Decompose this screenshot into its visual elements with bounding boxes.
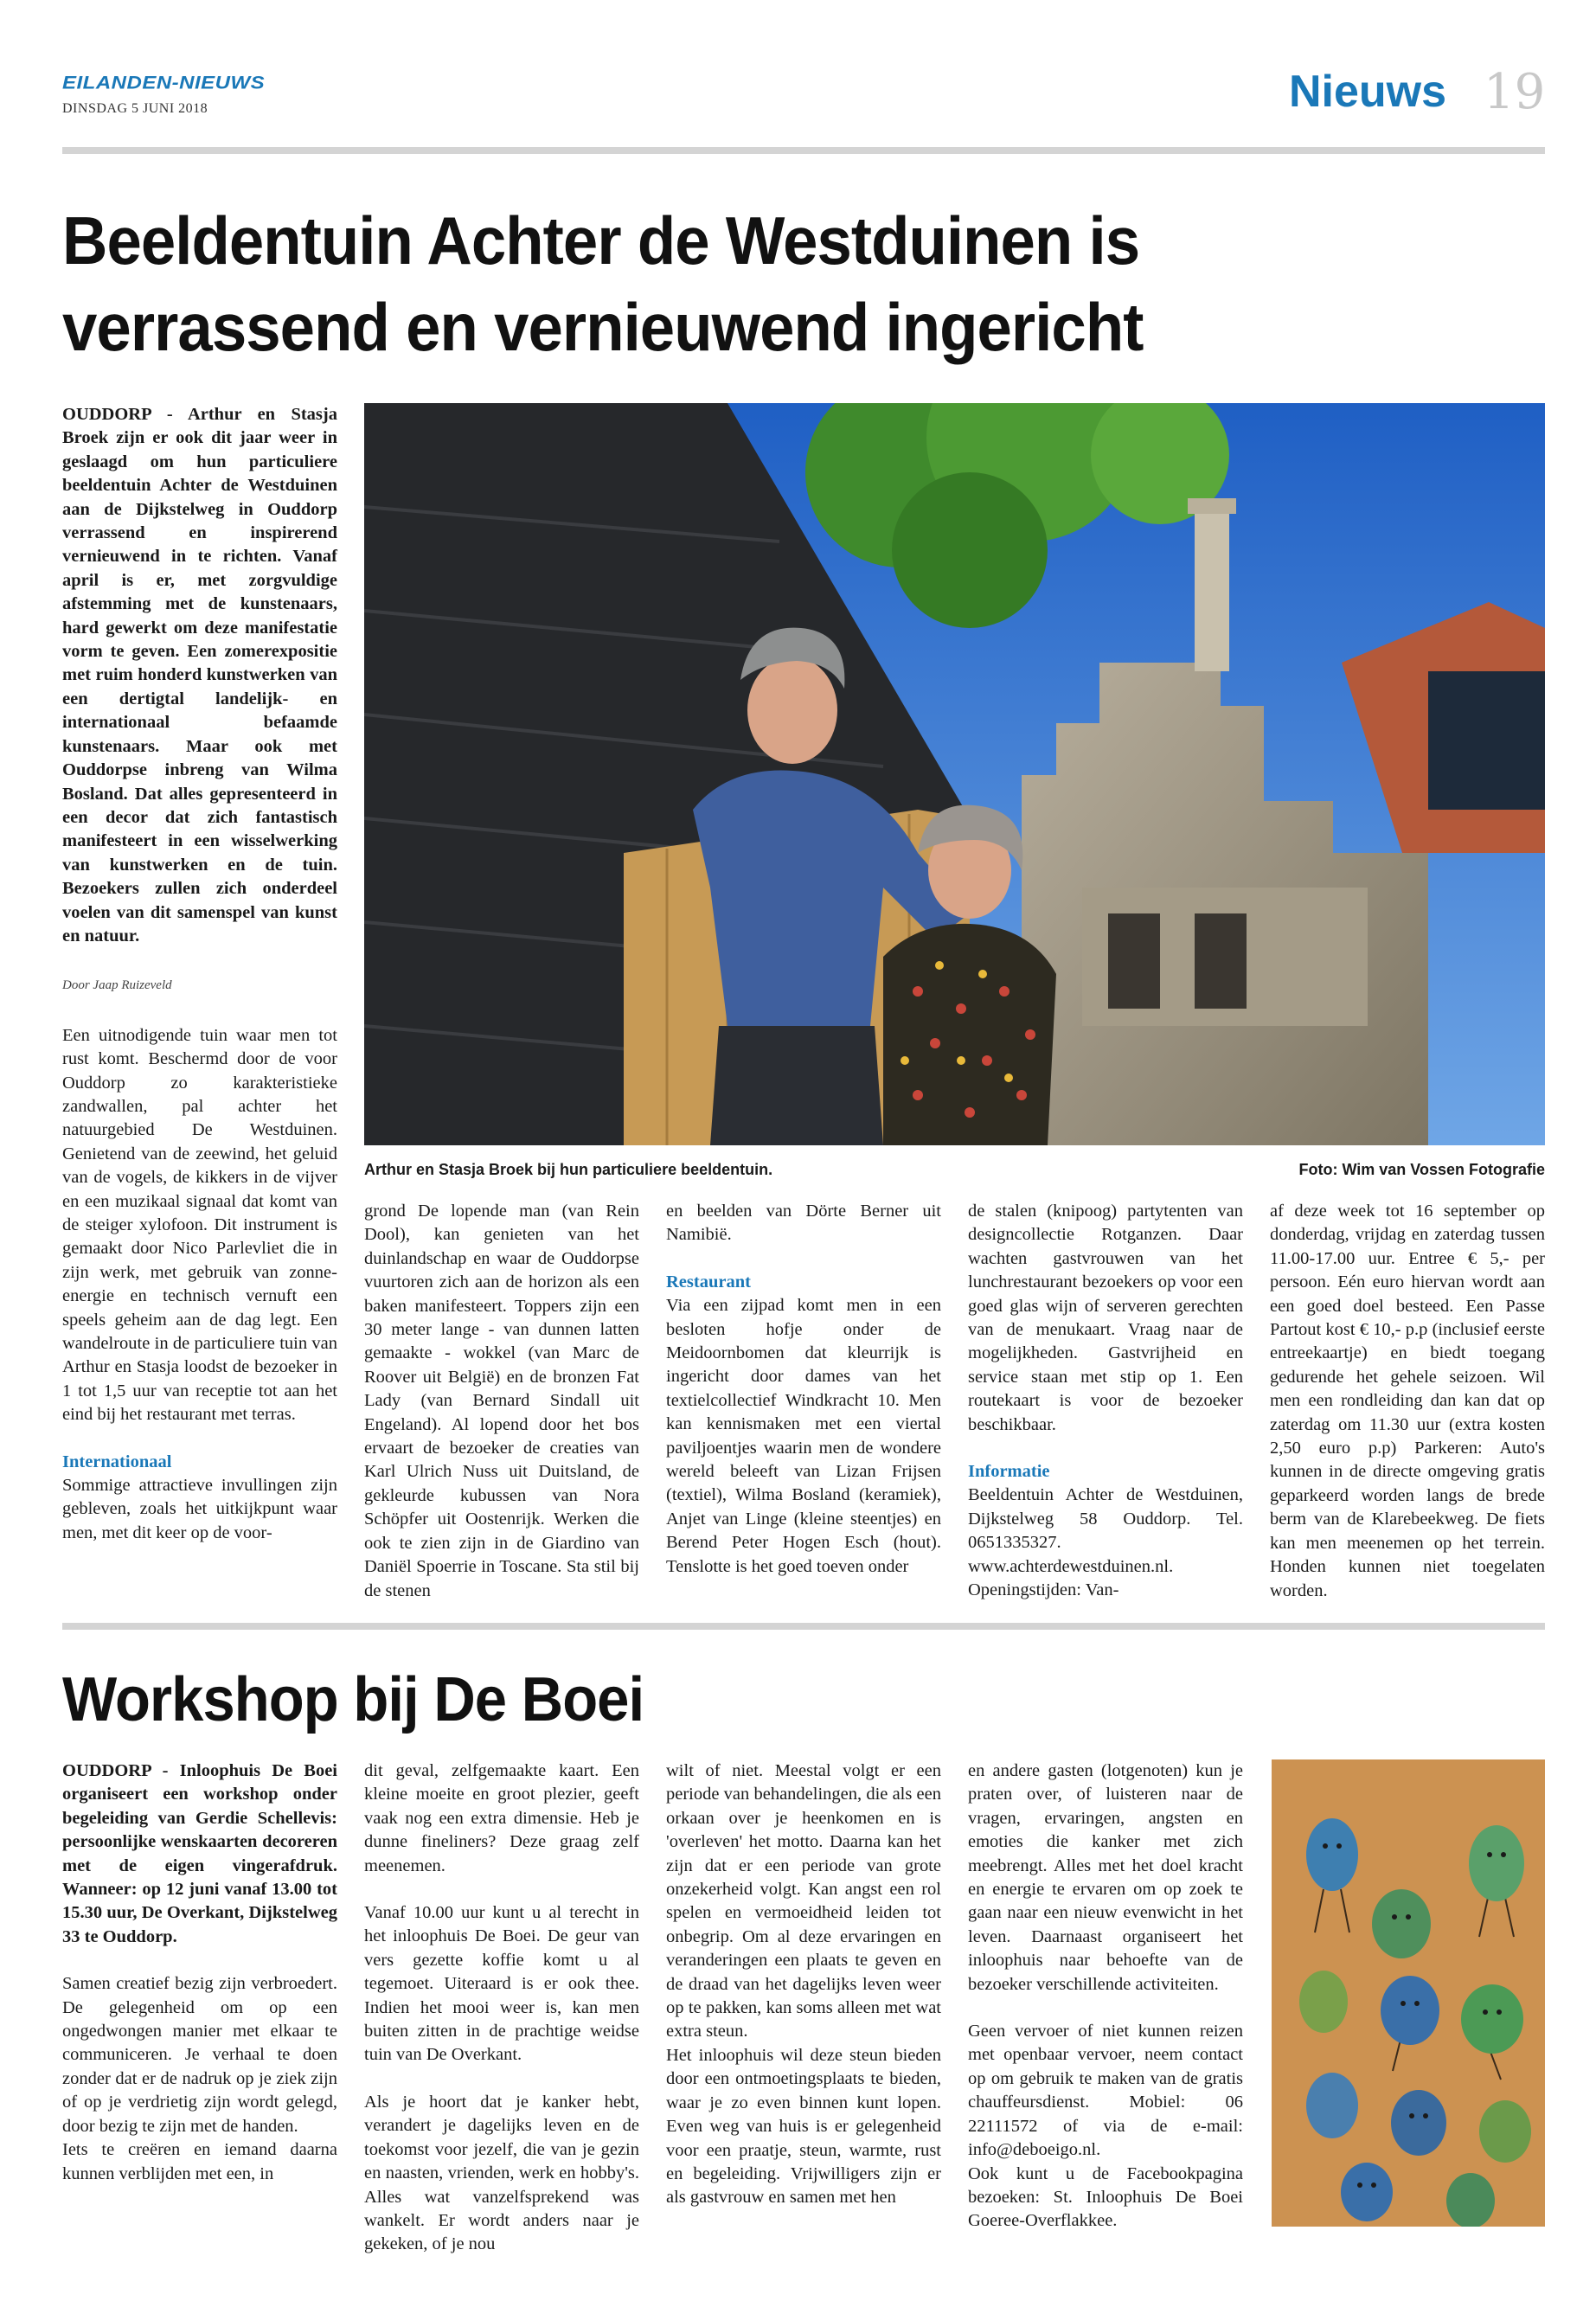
article2-body-4c: Ook kunt u de Facebookpagina bezoeken: St. Inloophuis De Boei Goeree-Overflakkee. xyxy=(968,2163,1243,2231)
photo-caption: Arthur en Stasja Broek bij hun particuliere beeldentuin. xyxy=(364,1161,773,1178)
article-divider-rule xyxy=(62,1623,1545,1630)
article2-body-3: wilt of niet. Meestal volgt er een periode van behandelingen, die als een orkaan over je heenkomen en is 'overleven' het motto. Daarna kan het zijn dat er een periode van grote onzekerheid volgt. Kan angst een rol spelen en vermoeidheid leiden tot onbegrip. Om al deze ervaringen en veranderingen een plaats te geven en de draad van het dagelijks leven weer op te pakken, kan soms alleen met wat extra steun. xyxy=(666,1761,941,2041)
article1-body-3a: en beelden van Dörte Berner uit Namibië. xyxy=(666,1202,941,1245)
fingerprint-figures-image xyxy=(1272,1759,1545,2227)
headline-line-1: Beeldentuin Achter de Westduinen is xyxy=(62,202,1140,279)
article1-column-2 xyxy=(364,1200,639,1603)
article1-byline: Door Jaap Ruizeveld xyxy=(62,978,172,993)
article1-body-4a: de stalen (knipoog) partytenten van designcollectie Rotganzen. Daar wachten gastvrouwen van het lunchrestaurant bezoekers op voor een goed glas wijn of serveren gerechten van de menukaart. Vraag naar de mogelijkheden. Gastvrijheid en service staan met stip op 1. Een routekaart is voor de bezoeker beschikbaar. xyxy=(968,1202,1243,1434)
article2-body-2c: Als je hoort dat je kanker hebt, verandert je dagelijks leven en de toekomst voor jezelf, die van je gezin en naasten, vrienden, werk en hobby's. Alles wat vanzelfsprekend was wankelt. Er wordt anders naar je gekeken, of je nou xyxy=(364,2092,639,2254)
subheading-restaurant: Restaurant xyxy=(666,1272,751,1292)
photo-credit: Foto: Wim van Vossen Fotografie xyxy=(1298,1161,1545,1178)
article2-body-2a: dit geval, zelfgemaakte kaart. Een kleine moeite en groot plezier, geeft vaak nog een extra dimensie. Heb je dunne fineliners? Deze graag zelf meenemen. xyxy=(364,1761,639,1875)
article1-body-3b: Via een zijpad komt men in een besloten hofje onder de Meidoornbomen dat kleurrijk is ingericht door dames van het textielcollectief Windkracht 10. Men kan kennismaken met een viertal paviljoentjes waarin men de wondere wereld beleeft van Lizan Frijsen (textiel), Wilma Bosland (keramiek), Anjet van Linge (kleine steentjes) en Berend Peter Hogen Esch (hout). Tenslotte is het goed toeven onder xyxy=(666,1296,941,1576)
newspaper-logo: EILANDEN-NIEUWS xyxy=(62,72,266,93)
subheading-informatie: Informatie xyxy=(968,1462,1050,1482)
header-rule xyxy=(62,147,1545,154)
article2-body-4b: Geen vervoer of niet kunnen reizen met openbaar vervoer, neem contact op om gebruik te maken van de gratis chauffeursdienst. Mobiel: 06 22111572 of via de e-mail: info@deboeigo.nl. xyxy=(968,2022,1243,2160)
article1-body-4b: Beeldentuin Achter de Westduinen, Dijkstelweg 58 Ouddorp. Tel. 0651335327. www.achterdewestduinen.nl. Openingstijden: Van- xyxy=(968,1485,1243,1600)
article1-body-1: Een uitnodigende tuin waar men tot rust komt. Beschermd door de voor Ouddorp zo karakteristieke zandwallen, pal achter het natuurgebied De Westduinen. Genietend van de zeewind, het geluid van de vogels, de kikkers in de vijver en een muzikaal signaal dat komt van de steiger xylofoon. Dit instrument is gemaakt door Nico Parlevliet die in zijn werk, met gebruik van zonne-energie en technisch vernuft een speels geheim aan de dag legt. Een wandelroute in de particuliere tuin van Arthur en Stasja loodst de bezoeker in 1 tot 1,5 uur van receptie tot aan het eind bij het restaurant met terras. xyxy=(62,1025,337,1425)
article2-lead: OUDDORP - Inloophuis De Boei organiseert een workshop onder begeleiding van Gerdie Schellevis: persoonlijke wenskaarten decoreren met de eigen vingerafdruk. Wanneer: op 12 juni vanaf 13.00 tot 15.30 uur, De Overkant, Dijkstelweg 33 te Ouddorp. xyxy=(62,1761,337,1946)
article1-body-2a: Sommige attractieve invullingen zijn gebleven, zoals het uitkijkpunt waar men, met dit keer op de voor- xyxy=(62,1476,337,1542)
fingerprint-art-photo xyxy=(1272,1759,1545,2227)
subheading-internationaal: Internationaal xyxy=(62,1452,172,1471)
article1-headline xyxy=(62,197,1446,370)
article1-photo xyxy=(364,403,1545,1145)
article2-column-1 xyxy=(62,1759,337,2186)
article2-column-4 xyxy=(968,1759,1243,2234)
article1-column-4 xyxy=(968,1200,1243,1603)
article1-column-5 xyxy=(1270,1200,1545,1603)
section-name: Nieuws xyxy=(1289,67,1447,117)
article1-column-1 xyxy=(62,403,337,1545)
article2-body-2b: Vanaf 10.00 uur kunt u al terecht in het inloophuis De Boei. De geur van vers gezette koffie komt u al tegemoet. Uiteraard is er ook thee. Indien het mooi weer is, kan men buiten zitten in de prachtige weidse tuin van De Overkant. xyxy=(364,1903,639,2065)
photo-arthur-stasja xyxy=(364,403,1545,1145)
issue-date: DINSDAG 5 JUNI 2018 xyxy=(62,101,208,116)
article2-headline: Workshop bij De Boei xyxy=(62,1665,644,1734)
headline-line-2: verrassend en vernieuwend ingericht xyxy=(62,289,1144,365)
article2-body-1a: Samen creatief bezig zijn verbroedert. De gelegenheid om op een ongedwongen manier met elkaar te communiceren. Je verhaal te doen zonder dat er de nadruk op je ziek zijn of op je verdrietig zijn wordt gelegd, door bezig te zijn met de handen. xyxy=(62,1974,337,2136)
article1-column-3 xyxy=(666,1200,941,1579)
article2-body-1b: Iets te creëren en iemand daarna kunnen verblijden met een, in xyxy=(62,2140,337,2183)
article2-body-3b: Het inloophuis wil deze steun bieden door een ontmoetingsplaats te bieden, waar je zo even binnen kunt lopen. Even weg van huis is er gelegenheid voor een praatje, steun, warmte, rust en begeleiding. Vrijwilligers zijn er als gastvrouw en samen met hen xyxy=(666,2045,941,2208)
article2-body-4a: en andere gasten (lotgenoten) kun je praten over, of luisteren naar de vragen, ervaringen, angsten en emoties die kanker met zich meebrengt. Alles met het doel kracht en energie te ervaren om op zoek te gaan naar een nieuw evenwicht in het leven. Daarnaast organiseert het inloophuis naar behoefte van de bezoeker verschillende activiteiten. xyxy=(968,1761,1243,1994)
page-number: 19 xyxy=(1484,64,1546,120)
article1-body-5: af deze week tot 16 september op donderdag, vrijdag en zaterdag tussen 11.00-17.00 uur. Entree € 5,- per persoon. Eén euro hiervan wordt aan een goed doel besteed. Een Passe Partout kost € 10,- p.p (inclusief eerste entreekaartje) en biedt toegang gedurende het gehele seizoen. Wil men een rondleiding dan kan dat op zaterdag om 11.30 uur (extra kosten 2,50 euro p.p) Parkeren: Auto's kunnen in de directe omgeving gratis geparkeerd worden langs de brede berm van de Klarebeekweg. De fiets kan men meenemen op het terrein. Honden kunnen niet toegelaten worden. xyxy=(1270,1202,1545,1600)
article2-column-3 xyxy=(666,1759,941,2210)
article2-column-2 xyxy=(364,1759,639,2257)
article1-lead: OUDDORP - Arthur en Stasja Broek zijn er ook dit jaar weer in geslaagd om hun particuliere beeldentuin Achter de Westduinen aan de Dijkstelweg in Ouddorp verrassend en inspirerend vernieuwend in te richten. Vanaf april is er, met zorgvuldige afstemming met de kunstenaars, hard gewerkt om deze manifestatie vorm te geven. Een zomerexpositie met ruim honderd kunstwerken van een dertigtal landelijk- en internationaal befaamde kunstenaars. Maar ook met Ouddorpse inbreng van Wilma Bosland. Dat alles gepresenteerd in een decor dat zich fantastisch manifesteert in een wisselwerking van kunstwerken en de tuin. Bezoekers zullen zich onderdeel voelen van dit samenspel van kunst en natuur. xyxy=(62,405,337,945)
article1-body-2b: grond De lopende man (van Rein Dool), kan genieten van het duinlandschap en waar de Ouddorpse vuurtoren zich aan de horizon als een baken manifesteert. Toppers zijn een 30 meter lange - van dunnen latten gemaakte - wokkel (van Marc de Roover uit België) en de bronzen Fat Lady (van Bernard Sindall uit Engeland). Al lopend door het bos ervaart de bezoeker de creaties van Karl Ulrich Nuss uit Duitsland, de gekleurde kubussen van Nora Schöpfer uit Oostenrijk. Werken die ook te zien zijn in de Giardino van Daniël Spoerrie in Toscane. Sta stil bij de stenen xyxy=(364,1202,639,1600)
